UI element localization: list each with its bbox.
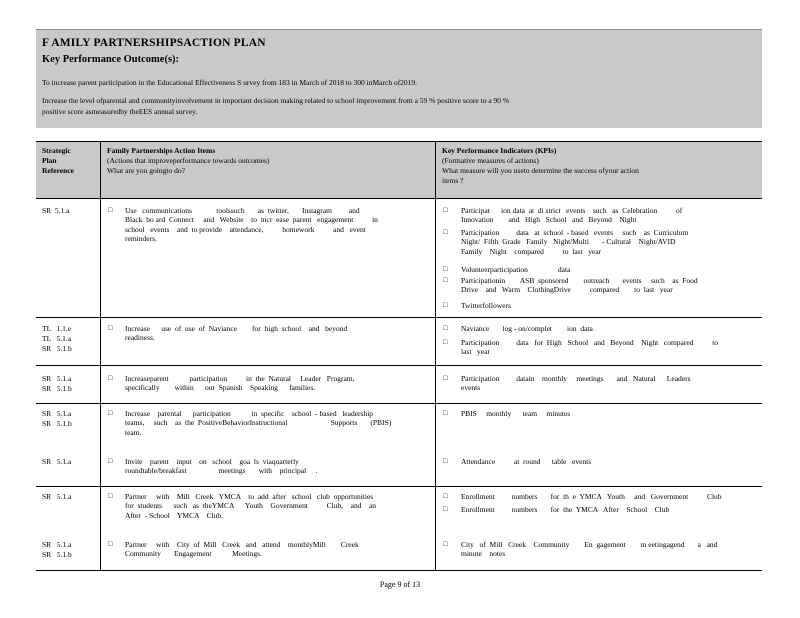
strategic-plan-reference: TL 5.1.a (42, 334, 72, 343)
strategic-plan-reference: SR 5.1.b (42, 344, 72, 353)
row-divider (36, 317, 762, 318)
action-item-text: Increaseparent participation in the Natural Leader Program, (125, 374, 355, 383)
action-item-text: Increase parental participation in specific school - based leadership (125, 409, 374, 418)
action-item-text: Partner with Mill Creek YMCA to add after school club opportunities (125, 492, 374, 501)
strategic-plan-reference: SR 5.1.a (42, 374, 72, 383)
strategic-plan-reference: SR 5.1.a (42, 492, 72, 501)
kpi-text: Night/ Fifth Grade Family Night/Multi - Cultural Night/AVID (461, 237, 676, 247)
outcome-line: Increase the level ofparental and communityinvolvement in important decision making related to school improvement from a 59 % positive score to a 90 % (42, 96, 510, 105)
header-bottom-border (36, 198, 762, 199)
checkbox-bullet-icon: □ (443, 457, 448, 465)
kpi-text: City of Mill Creek Community En gagement m eetingagend a and (461, 540, 718, 549)
checkbox-bullet-icon: □ (108, 409, 113, 417)
kpi-text: Enrollment numbers for the YMCA After School Club (461, 505, 670, 514)
checkbox-bullet-icon: □ (108, 540, 113, 548)
action-item-text: school events and to provide attendance, homework and event (125, 224, 366, 234)
plan-title: F AMILY PARTNERSHIPSACTION PLAN (42, 37, 266, 49)
reference-header-line: Reference (42, 166, 74, 175)
kpi-text: PBIS monthly team minutes (461, 409, 571, 418)
column-header-action-items (101, 142, 435, 198)
kpi-text: Twitterfollowers (461, 301, 511, 310)
kpi-header-title: Key Performance Indicators (KPIs) (442, 146, 557, 155)
kpi-text: Participat ion data at di strict events such as Celebration of (461, 206, 683, 215)
kpi-header-subtitle: (Formative measures of actions) (442, 156, 539, 165)
reference-header-line: Plan (42, 156, 57, 165)
kpi-header-question: What measure will you useto determine the success ofyour action (442, 166, 639, 175)
kpi-text: Naviance log - on/complet ion data (461, 324, 593, 333)
strategic-plan-reference: SR 5.1.a (42, 457, 72, 466)
action-item-text: reminders. (125, 234, 157, 244)
column-header-kpis (436, 142, 762, 198)
reference-header-line: Strategic (42, 146, 71, 155)
checkbox-bullet-icon: □ (443, 492, 448, 500)
strategic-plan-reference: TL 1.1.e (42, 324, 72, 333)
checkbox-bullet-icon: □ (108, 206, 113, 214)
kpi-text: Innovation and High School and Beyond Night (461, 215, 637, 225)
checkbox-bullet-icon: □ (108, 324, 113, 332)
strategic-plan-reference: SR 5.1.a (42, 206, 70, 215)
action-item-text: Increase use of use of Naviance for high school and beyond (125, 324, 348, 333)
kpi-text: Attendance at round table events (461, 457, 592, 466)
checkbox-bullet-icon: □ (443, 505, 448, 513)
action-header-question: What are you goingto do? (107, 166, 185, 175)
checkbox-bullet-icon: □ (443, 409, 448, 417)
action-item-text: for students such as theYMCA Youth Government Club, and an (125, 501, 377, 511)
checkbox-bullet-icon: □ (443, 374, 448, 382)
table-top-border (36, 141, 762, 142)
checkbox-bullet-icon: □ (443, 206, 448, 214)
outcome-line: To increase parent participation in the Educational Effectiveness S urvey from 183 in March of 2018 to 300 inMarch of2019. (42, 78, 418, 87)
strategic-plan-reference: SR 5.1.b (42, 550, 72, 559)
kpi-text: Participationin ASB sponsored outreach events such as Food (461, 276, 698, 285)
outcome-line: positive score asmeasuredby theEES annual survey. (42, 107, 198, 116)
checkbox-bullet-icon: □ (108, 457, 113, 465)
checkbox-bullet-icon: □ (443, 301, 448, 309)
action-item-text: teams, such as the PositiveBehaviorInstructional Supports (PBIS) (125, 418, 392, 428)
plan-header (36, 29, 762, 128)
action-item-text: specifically within our Spanish Speaking families. (125, 383, 316, 393)
checkbox-bullet-icon: □ (108, 492, 113, 500)
row-divider (36, 486, 762, 487)
checkbox-bullet-icon: □ (443, 338, 448, 346)
action-header-subtitle: (Actions that improveperformance towards outcomes) (107, 156, 270, 165)
checkbox-bullet-icon: □ (443, 228, 448, 236)
checkbox-bullet-icon: □ (443, 540, 448, 548)
action-item-text: Black bo ard Connect and Website to incr ease parent engagement in (125, 215, 378, 225)
action-item-text: Community Engagement Meetings. (125, 549, 262, 559)
action-item-text: team. (125, 427, 142, 437)
action-item-text: Partner with City of Mill Creek and attend monthlyMill Creek (125, 540, 359, 549)
kpi-text: Family Night compared to last year (461, 246, 602, 256)
kpi-text: events (461, 383, 481, 393)
table-bottom-border (36, 570, 762, 571)
kpi-text: Participation data at school - based events such as Curriculum (461, 228, 689, 237)
column-divider (435, 141, 436, 571)
kpi-text: Volunteerparticipation data (461, 265, 571, 274)
column-header-reference (36, 142, 100, 198)
key-performance-outcome-label: Key Performance Outcome(s): (42, 54, 180, 65)
action-item-text: readiness. (125, 333, 155, 343)
kpi-text: last year (461, 347, 490, 357)
kpi-text: Participation datain monthly meetings and Natural Leaders (461, 374, 691, 383)
row-divider (36, 365, 762, 366)
strategic-plan-reference: SR 5.1.b (42, 384, 72, 393)
strategic-plan-reference: SR 5.1.a (42, 409, 72, 418)
action-item-text: Invite parent input on school goa ls viaquarterly (125, 457, 299, 466)
kpi-text: minute notes (461, 549, 506, 559)
action-item-text: roundtable/breakfast meetings with principal . (125, 466, 318, 476)
strategic-plan-reference: SR 5.1.b (42, 419, 72, 428)
kpi-text: Enrollment numbers for th e YMCA Youth and Government Club (461, 492, 722, 501)
page-number: Page 9 of 13 (379, 580, 421, 589)
row-divider (36, 403, 762, 404)
kpi-text: Drive and Warm ClothingDrive compared to last year (461, 285, 673, 295)
checkbox-bullet-icon: □ (108, 374, 113, 382)
action-header-title: Family Partnerships Action Items (107, 146, 216, 155)
checkbox-bullet-icon: □ (443, 276, 448, 284)
checkbox-bullet-icon: □ (443, 265, 448, 273)
action-item-text: After - School YMCA Club. (125, 510, 224, 520)
kpi-header-question: items ? (442, 176, 464, 185)
checkbox-bullet-icon: □ (443, 324, 448, 332)
column-divider (100, 141, 101, 571)
strategic-plan-reference: SR 5.1.a (42, 540, 72, 549)
action-item-text: Use communications toolssuch as twitter, Instagram and (125, 206, 360, 215)
kpi-text: Participation data for High School and Beyond Night compared to (461, 338, 719, 347)
